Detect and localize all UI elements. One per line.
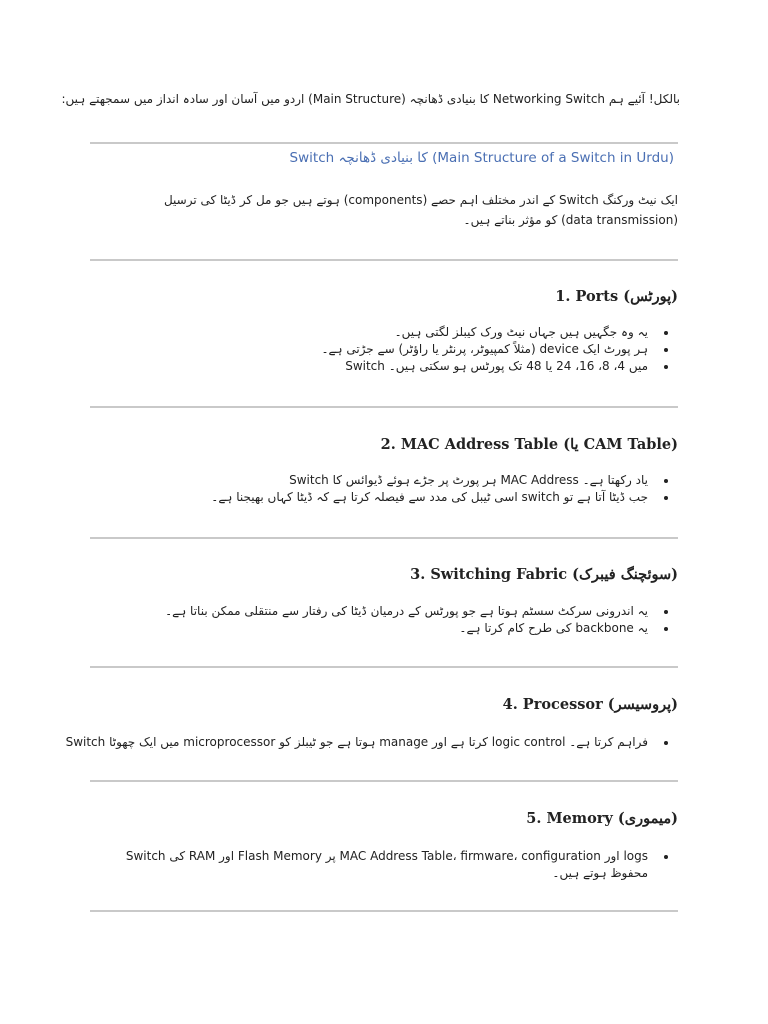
list-item: Switch میں ایک چھوٹا microprocessor ہوتا ہے جو ٹیبلز کو manage کرتا ہے اور logic control فراہم کرتا ہے۔ <box>66 734 672 751</box>
list-item: جب ڈیٹا آتا ہے تو switch اسی ٹیبل کی مدد سے فیصلہ کرتا ہے کہ ڈیٹا کہاں بھیجنا ہے۔ <box>211 489 672 506</box>
intro-paragraph: ایک نیٹ ورکنگ Switch کے اندر مختلف اہم حصے (components) ہوتے ہیں جو مل کر ڈیٹا کی ترسیل (data transmission) کو مؤثر بناتے ہیں۔ <box>163 193 678 227</box>
heading-text: 4. Processor (پروسیسر) <box>502 696 678 713</box>
list-item: Switch میں 4، 8، 16، 24 یا 48 تک پورٹس ہو سکتی ہیں۔ <box>321 358 672 375</box>
heading-text: 2. MAC Address Table (یا CAM Table) <box>380 436 678 453</box>
divider <box>90 780 678 782</box>
heading-text: 5. Memory (میموری) <box>526 810 678 827</box>
memory-list <box>112 848 672 882</box>
section-title: Switch کا بنیادی ڈھانچہ (Main Structure of a Switch in Urdu) <box>289 150 674 166</box>
heading-text: 1. Ports (پورٹس) <box>555 288 678 305</box>
list-item: یہ backbone کی طرح کام کرتا ہے۔ <box>165 620 672 637</box>
divider <box>90 142 678 144</box>
list-item: یہ اندرونی سرکٹ سسٹم ہوتا ہے جو پورٹس کے درمیان ڈیٹا کی رفتار سے منتقلی ممکن بناتا ہے۔ <box>165 603 672 620</box>
list-item: Switch ہر پورٹ پر جڑے ہوئے ڈیوائس کا MAC Address یاد رکھتا ہے۔ <box>211 472 672 489</box>
list-item: یہ وہ جگہیں ہیں جہاں نیٹ ورک کیبلز لگتی ہیں۔ <box>321 324 672 341</box>
section-heading-processor <box>503 696 678 713</box>
divider <box>90 910 678 912</box>
mac-table-list <box>211 472 672 506</box>
switching-fabric-list <box>165 603 672 637</box>
processor-list <box>66 734 672 751</box>
intro-line: بالکل! آئیے ہم Networking Switch کا بنیادی ڈھانچہ (Main Structure) اردو میں آسان اور سادہ انداز میں سمجھتے ہیں: <box>61 92 680 106</box>
section-heading-mac-table <box>381 436 678 453</box>
divider <box>90 259 678 261</box>
heading-text: 3. Switching Fabric (سوئچنگ فیبرک) <box>410 566 678 583</box>
section-heading-switching-fabric <box>410 566 678 583</box>
section-heading-ports <box>555 288 678 305</box>
list-item: ہر پورٹ ایک device (مثلاً کمپیوٹر، پرنٹر یا راؤٹر) سے جڑتی ہے۔ <box>321 341 672 358</box>
list-item: Switch کی RAM اور Flash Memory پر MAC Address Table، firmware، configuration اور logs محفوظ ہوتے ہیں۔ <box>112 848 672 882</box>
divider <box>90 666 678 668</box>
divider <box>90 406 678 408</box>
divider <box>90 537 678 539</box>
section-heading-memory <box>526 810 678 827</box>
ports-list <box>321 324 672 375</box>
